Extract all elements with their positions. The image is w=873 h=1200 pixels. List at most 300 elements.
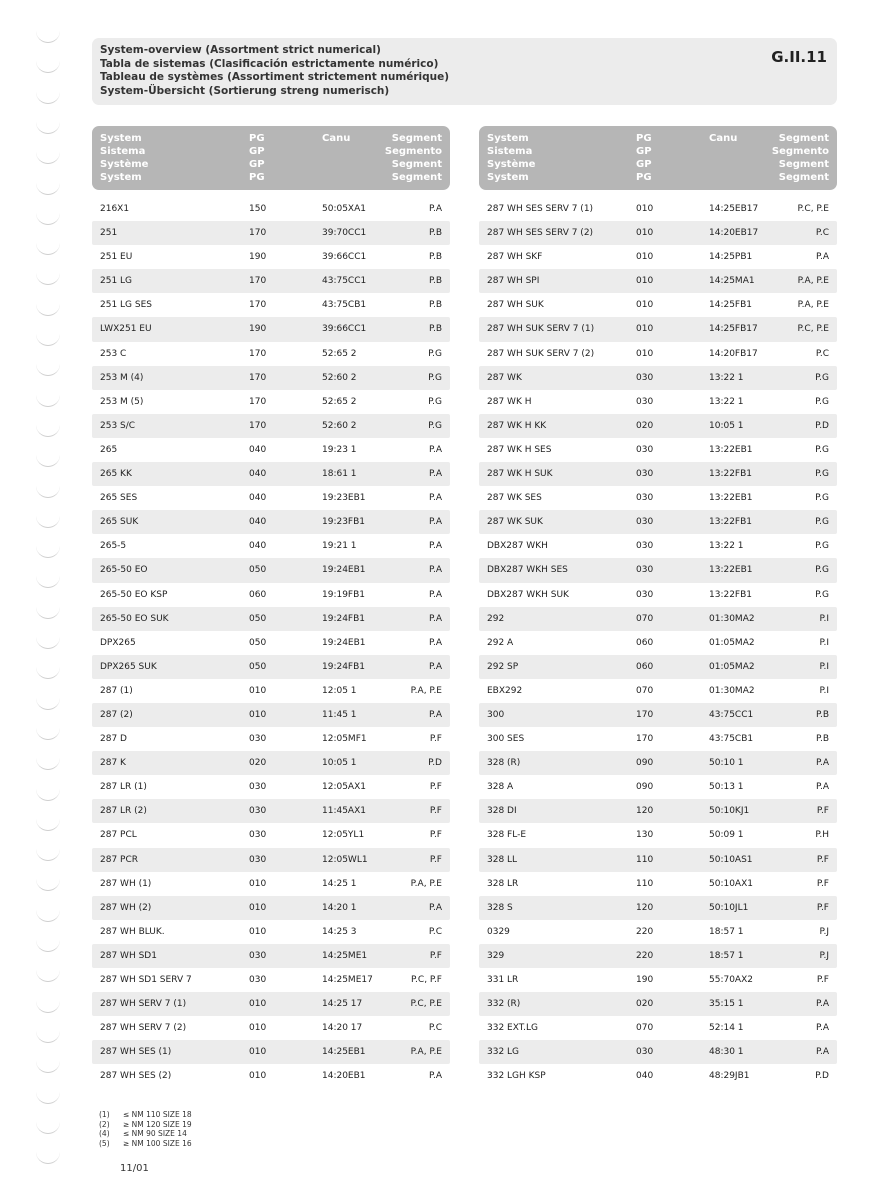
cell-pg: 040 [636,1071,654,1082]
cell-system: 332 LGH KSP [487,1071,546,1082]
cell-canu: 52:60 2 [322,420,357,431]
cell-system: 328 DI [487,806,517,817]
cell-segment: P.F [816,878,829,889]
cell-pg: 220 [636,950,654,961]
cell-segment: P.J [819,926,829,937]
cell-segment: P.F [429,806,442,817]
cell-system: 265 KK [100,469,132,480]
cell-segment: P.D [428,758,442,769]
header-system: System Sistema Système System [100,133,149,183]
cell-segment: P.G [428,420,442,431]
cell-segment: P.J [819,950,829,961]
table-row [92,510,450,534]
cell-system: 287 WH SPI [487,276,540,287]
binder-hole [36,1091,60,1104]
cell-pg: 010 [636,300,654,311]
binder-hole [36,1151,60,1164]
cell-canu: 19:24EB1 [322,565,366,576]
cell-segment: P.F [816,854,829,865]
cell-segment: P.C, P.E [797,204,829,214]
cell-segment: P.C [815,228,829,239]
header-title-fr: Tableau de systèmes (Assortiment strictement numérique) [100,71,450,83]
cell-pg: 120 [636,806,654,817]
cell-system: 287 WH SD1 [100,950,157,961]
cell-canu: 50:05XA1 [322,204,366,214]
cell-canu: 12:05MF1 [322,734,367,745]
table-header [92,126,450,190]
binder-hole [36,727,60,740]
cell-system: 332 (R) [487,999,521,1010]
cell-pg: 020 [636,420,654,431]
table-row [479,992,837,1016]
table-row [479,486,837,510]
cell-pg: 170 [636,734,654,745]
cell-pg: 030 [636,541,654,552]
binder-hole [36,121,60,134]
binder-hole [36,333,60,346]
table-row [479,342,837,366]
binder-hole [36,182,60,195]
cell-system: 287 WH SUK SERV 7 (1) [487,324,595,335]
cell-canu: 48:29JB1 [709,1071,750,1082]
cell-segment: P.A, P.E [797,276,829,287]
table-row [92,823,450,847]
cell-segment: P.I [819,685,829,696]
cell-pg: 010 [249,902,267,913]
cell-segment: P.G [815,493,829,504]
cell-canu: 50:10AS1 [709,854,753,865]
cell-pg: 010 [636,252,654,263]
cell-system: 253 S/C [100,420,136,431]
cell-pg: 030 [249,782,267,793]
cell-system: 287 WK H KK [487,420,547,431]
cell-segment: P.A, P.E [410,1047,442,1058]
cell-system: 287 WH (2) [100,902,152,913]
cell-canu: 01:30MA2 [709,685,755,696]
cell-canu: 13:22EB1 [709,565,753,576]
table-row [92,342,450,366]
binder-hole [36,818,60,831]
cell-segment: P.G [428,396,442,407]
cell-system: 287 WH SERV 7 (2) [100,1023,187,1034]
cell-canu: 12:05 1 [322,685,357,696]
table-row [479,727,837,751]
cell-system: 328 A [487,782,514,793]
binder-hole [36,848,60,861]
cell-system: 0329 [487,926,510,937]
cell-system: 265 SES [100,493,138,504]
cell-pg: 020 [249,758,267,769]
cell-canu: 50:10 1 [709,758,744,769]
cell-pg: 010 [249,709,267,720]
table-row [479,679,837,703]
cell-system: 251 EU [100,252,133,263]
cell-pg: 030 [636,396,654,407]
cell-canu: 13:22 1 [709,396,744,407]
cell-canu: 14:25 1 [322,878,357,889]
header-title-es: Tabla de sistemas (Clasificación estrictamente numérico) [100,57,439,70]
cell-system: 292 [487,613,505,624]
cell-pg: 060 [249,589,267,600]
cell-segment: P.F [429,734,442,745]
cell-segment: P.A [428,204,442,214]
cell-pg: 050 [249,613,267,624]
cell-segment: P.I [819,661,829,672]
table-row [479,317,837,341]
cell-system: 292 A [487,637,514,648]
cell-canu: 19:21 1 [322,541,357,552]
cell-canu: 43:75CB1 [709,734,754,745]
cell-segment: P.F [816,806,829,817]
cell-canu: 14:25EB1 [322,1047,366,1058]
cell-pg: 010 [636,276,654,287]
cell-system: 253 M (4) [100,372,144,383]
cell-system: 328 (R) [487,758,521,769]
cell-pg: 050 [249,565,267,576]
cell-segment: P.F [429,782,442,793]
cell-canu: 14:25ME17 [322,975,373,985]
binder-hole [36,272,60,285]
header-segment: Segment Segmento Segment Segment [771,133,829,183]
cell-pg: 090 [636,782,654,793]
cell-segment: P.F [816,975,829,985]
cell-segment: P.A, P.E [410,685,442,696]
cell-system: 287 WK H SES [487,444,552,455]
table-header [479,126,837,190]
binder-hole [36,909,60,922]
table-row [92,751,450,775]
table-row [92,703,450,727]
cell-pg: 030 [249,975,267,985]
cell-system: 332 EXT.LG [487,1023,539,1034]
cell-system: 287 WH SUK [487,300,544,311]
binder-hole [36,1030,60,1043]
cell-segment: P.A [815,1023,829,1034]
cell-segment: P.D [815,420,829,431]
cell-system: 287 WH SKF [487,252,543,263]
cell-system: 287 WH SES (1) [100,1047,172,1058]
cell-pg: 030 [249,950,267,961]
cell-segment: P.B [428,324,442,335]
cell-system: 265-50 EO SUK [100,613,169,624]
cell-canu: 35:15 1 [709,999,744,1010]
cell-pg: 030 [249,854,267,865]
cell-segment: P.F [429,830,442,841]
binder-hole [36,212,60,225]
cell-segment: P.B [815,709,829,720]
table-row [92,679,450,703]
table-row [92,1016,450,1040]
cell-canu: 14:20 1 [322,902,357,913]
table-row [92,317,450,341]
cell-canu: 50:10KJ1 [709,806,750,817]
cell-canu: 52:14 1 [709,1023,744,1034]
cell-segment: P.G [815,372,829,383]
cell-pg: 050 [249,637,267,648]
table-row [92,486,450,510]
cell-system: 287 PCR [100,854,139,865]
cell-pg: 040 [249,541,267,552]
binder-hole [36,363,60,376]
cell-pg: 010 [249,1023,267,1034]
cell-canu: 52:65 2 [322,348,357,359]
cell-pg: 060 [636,661,654,672]
cell-system: DPX265 SUK [100,661,157,672]
cell-pg: 010 [636,228,654,239]
cell-pg: 010 [249,1047,267,1058]
table-row [92,799,450,823]
cell-system: 287 WK [487,372,522,383]
cell-canu: 52:65 2 [322,396,357,407]
binder-hole [36,1060,60,1073]
table-row [479,414,837,438]
cell-canu: 19:23EB1 [322,493,366,504]
cell-canu: 19:24FB1 [322,613,366,624]
cell-pg: 170 [249,396,267,407]
cell-segment: P.A [428,637,442,648]
footnote: (1) ≤ NM 110 SIZE 18 [99,1110,192,1119]
cell-pg: 030 [636,444,654,455]
cell-system: 251 [100,228,118,239]
system-table-left [92,126,450,1088]
cell-segment: P.C [815,348,829,359]
cell-canu: 13:22EB1 [709,444,753,455]
table-row [479,462,837,486]
table-row [479,1040,837,1064]
cell-system: 328 LR [487,878,519,889]
cell-pg: 010 [636,324,654,335]
table-row [479,390,837,414]
cell-system: 287 WH SES SERV 7 (2) [487,228,594,239]
cell-canu: 18:57 1 [709,926,744,937]
cell-canu: 11:45 1 [322,709,357,720]
cell-system: 265 SUK [100,517,139,528]
cell-system: 329 [487,950,505,961]
page-date: 11/01 [120,1163,149,1174]
binder-hole [36,394,60,407]
cell-segment: P.A [815,1047,829,1058]
table-row [479,944,837,968]
cell-canu: 10:05 1 [322,758,357,769]
cell-segment: P.A [428,1071,442,1082]
cell-segment: P.D [815,1071,829,1082]
binder-hole [36,1121,60,1134]
table-row [92,293,450,317]
footnote: (4) ≤ NM 90 SIZE 14 [99,1129,187,1138]
binder-hole [36,636,60,649]
table-row [92,583,450,607]
cell-pg: 110 [636,854,654,865]
cell-canu: 18:57 1 [709,950,744,961]
cell-pg: 220 [636,926,654,937]
cell-system: 216X1 [100,204,130,214]
cell-segment: P.C, P.E [797,324,829,335]
cell-system: 287 K [100,758,126,769]
cell-system: 251 LG [100,276,133,287]
cell-canu: 01:05MA2 [709,661,755,672]
cell-segment: P.A [428,661,442,672]
binder-hole [36,878,60,891]
table-row [92,269,450,293]
cell-canu: 39:66CC1 [322,324,367,335]
cell-segment: P.A [815,758,829,769]
cell-system: DBX287 WKH SUK [487,589,569,600]
cell-pg: 040 [249,517,267,528]
cell-segment: P.A [815,252,829,263]
cell-system: 292 SP [487,661,519,672]
cell-system: DBX287 WKH [487,541,548,552]
cell-segment: P.A [428,709,442,720]
cell-segment: P.I [819,637,829,648]
table-row [479,751,837,775]
cell-canu: 10:05 1 [709,420,744,431]
cell-system: DPX265 [100,637,136,648]
table-row [479,366,837,390]
table-row [92,872,450,896]
cell-system: 287 WH SERV 7 (1) [100,999,187,1010]
cell-canu: 14:20EB17 [709,228,759,239]
cell-canu: 18:61 1 [322,469,357,480]
binder-hole [36,1000,60,1013]
cell-pg: 010 [249,685,267,696]
cell-segment: P.A [428,469,442,480]
cell-pg: 010 [249,878,267,889]
page-header [92,38,837,105]
table-row [92,920,450,944]
cell-pg: 170 [249,348,267,359]
header-canu: Canu [709,133,738,144]
cell-system: 287 LR (2) [100,806,147,817]
cell-pg: 170 [249,420,267,431]
cell-canu: 14:25 17 [322,999,363,1010]
cell-canu: 13:22EB1 [709,493,753,504]
cell-canu: 01:30MA2 [709,613,755,624]
binder-hole [36,485,60,498]
table-row [479,510,837,534]
cell-canu: 43:75CC1 [709,709,754,720]
cell-canu: 14:25FB1 [709,300,753,311]
binder-hole [36,666,60,679]
binder-holes [36,30,66,1180]
table-row [92,1040,450,1064]
cell-segment: P.B [428,300,442,311]
cell-segment: P.A [428,902,442,913]
cell-system: 287 WK SES [487,493,542,504]
cell-canu: 39:70CC1 [322,228,367,239]
cell-pg: 020 [636,999,654,1010]
cell-canu: 12:05YL1 [322,830,365,841]
cell-canu: 19:19FB1 [322,589,366,600]
cell-canu: 12:05WL1 [322,854,368,865]
cell-system: 300 SES [487,734,525,745]
table-row [92,1064,450,1088]
table-row [479,799,837,823]
header-segment: Segment Segmento Segment Segment [384,133,442,183]
cell-segment: P.G [815,396,829,407]
footnote: (2) ≥ NM 120 SIZE 19 [99,1119,192,1129]
cell-system: 265-5 [100,541,127,552]
table-row [92,992,450,1016]
table-row [92,944,450,968]
page-code: G.II.11 [771,48,827,66]
cell-system: 287 WH SUK SERV 7 (2) [487,348,595,359]
cell-canu: 52:60 2 [322,372,357,383]
table-row [92,390,450,414]
table-row [92,558,450,582]
cell-pg: 190 [636,975,654,985]
binder-hole [36,91,60,104]
cell-pg: 040 [249,493,267,504]
cell-canu: 19:23 1 [322,444,357,455]
binder-hole [36,454,60,467]
cell-canu: 14:25 3 [322,926,357,937]
cell-pg: 030 [636,565,654,576]
cell-system: 287 WK H [487,396,532,407]
header-pg: PG GP GP PG [636,133,652,183]
cell-pg: 040 [249,469,267,480]
table-row [92,197,450,221]
binder-hole [36,788,60,801]
binder-hole [36,606,60,619]
footnotes [99,1110,192,1148]
table-row [92,896,450,920]
cell-canu: 39:66CC1 [322,252,367,263]
cell-pg: 130 [636,830,654,841]
cell-system: EBX292 [487,685,523,696]
table-row [479,631,837,655]
cell-system: 265-50 EO KSP [100,589,168,600]
cell-system: 251 LG SES [100,300,153,311]
cell-canu: 14:20EB1 [322,1071,366,1082]
cell-system: 287 WH SES SERV 7 (1) [487,204,594,214]
cell-pg: 010 [249,1071,267,1082]
cell-canu: 55:70AX2 [709,975,753,985]
cell-segment: P.A [428,444,442,455]
cell-pg: 090 [636,758,654,769]
table-row [92,607,450,631]
cell-segment: P.G [428,348,442,359]
cell-pg: 060 [636,637,654,648]
cell-segment: P.A [815,999,829,1010]
cell-segment: P.B [815,734,829,745]
cell-system: 300 [487,709,505,720]
cell-system: 253 M (5) [100,396,144,407]
cell-pg: 010 [636,348,654,359]
cell-system: 287 LR (1) [100,782,147,793]
table-row [92,438,450,462]
table-row [479,872,837,896]
header-titles [100,44,449,98]
table-row [479,534,837,558]
cell-pg: 070 [636,685,654,696]
cell-segment: P.G [815,444,829,455]
cell-pg: 030 [249,734,267,745]
cell-segment: P.C [428,1023,442,1034]
binder-hole [36,515,60,528]
cell-segment: P.C, P.E [410,999,442,1010]
cell-segment: P.F [429,854,442,865]
table-row [479,968,837,992]
cell-canu: 01:05MA2 [709,637,755,648]
cell-segment: P.G [815,469,829,480]
table-row [92,221,450,245]
cell-segment: P.G [428,372,442,383]
header-pg: PG GP GP PG [249,133,265,183]
cell-pg: 070 [636,613,654,624]
cell-segment: P.G [815,541,829,552]
cell-system: 287 PCL [100,830,137,841]
cell-canu: 43:75CC1 [322,276,367,287]
